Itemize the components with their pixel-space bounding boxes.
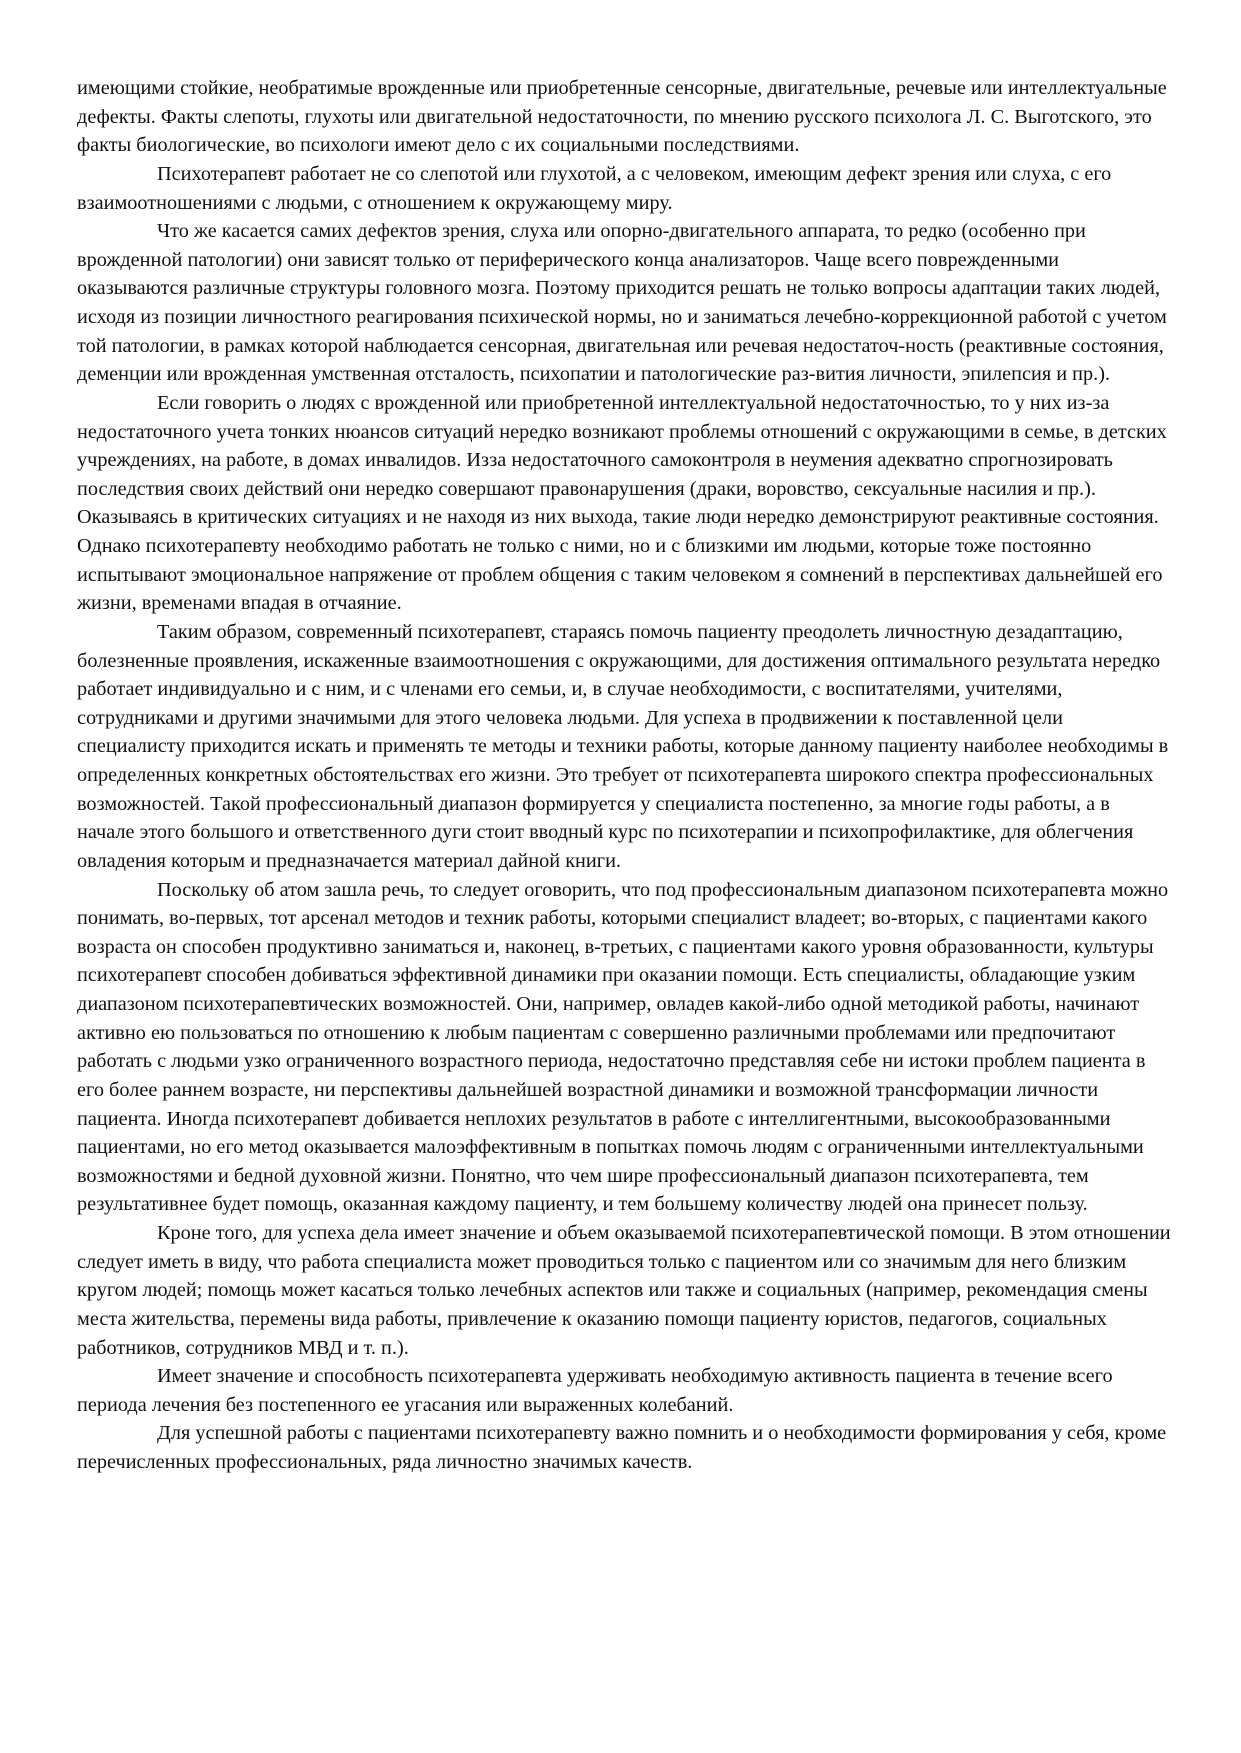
document-page — [77, 74, 1172, 1477]
paragraph-2: Психотерапевт работает не со слепотой или глухотой, а с человеком, имеющим дефект зрения или слуха, с его взаимоотношениями с людьми, с отношением к окружающему миру. — [77, 162, 1112, 214]
paragraph-9: Для успешной работы с пациентами психотерапевту важно помнить и о необходимости формирования у себя, кроме перечисленных профессиональных, ряда личностно значимых качеств. — [77, 1422, 1167, 1473]
paragraph-6: Поскольку об атом зашла речь, то следует оговорить, что под профессиональным диапазоном психотерапевта можно понимать, во-первых, тот арсенал методов и техник работы, которыми специалист владеет; во-вторых, с пациентами какого возраста он способен продуктивно заниматься и, наконец, в-третьих, с пациентами какого уровня образованности, культуры психотерапевт способен добиваться эффективной динамики при оказании помощи. Есть специалисты, обладающие узким диапазоном психотерапевтических возможностей. Они, например, овладев какой-либо одной методикой работы, начинают активно ею пользоваться по отношению к любым пациентам с совершенно различными проблемами или предпочитают работать с людьми узко ограниченного возрастного периода, недостаточно представляя себе ни истоки проблем пациента в его более раннем возрасте, ни перспективы дальнейшей возрастной динамики и возможной трансформации личности пациента. Иногда психотерапевт добивается неплохих результатов в работе с интеллигентными, высокообразованными пациентами, но его метод оказывается малоэффективным в попытках помочь людям с ограниченными интеллектуальными возможностями и бедной духовной жизни. Понятно, что чем шире профессиональный диапазон психотерапевта, тем результативнее будет помощь, оказанная каждому пациенту, и тем большему количеству людей она принесет пользу. — [77, 878, 1169, 1216]
paragraph-5: Таким образом, современный психотерапевт, стараясь помочь пациенту преодолеть личностную дезадаптацию, болезненные проявления, искаженные взаимоотношения с окружающими, для достижения оптимального результата нередко работает индивидуально и с ним, и с членами его семьи, и, в случае необходимости, с воспитателями, учителями, сотрудниками и другими значимыми для этого человека людьми. Для успеха в продвижении к поставленной цели специалисту приходится искать и применять те методы и техники работы, которые данному пациенту наиболее необходимы в определенных конкретных обстоятельствах его жизни. Это требует от психотерапевта широкого спектра профессиональных возможностей. Такой профессиональный диапазон формируется у специалиста постепенно, за многие годы работы, а в начале этого большого и ответственного дуги стоит вводный курс по психотерапии и психопрофилактике, для облегчения овладения которым и предназначается материал дайной книги. — [77, 620, 1169, 872]
paragraph-1: имеющими стойкие, необратимые врожденные или приобретенные сенсорные, двигательные, речевые или интеллектуальные дефекты. Факты слепоты, глухоты или двигательной недостаточности, по мнению русского психолога Л. С. Выготского, это факты биологические, во психологи имеют дело с их социальными последствиями. — [77, 77, 1167, 157]
paragraph-3: Что же касается самих дефектов зрения, слуха или опорно-двигательного аппарата, то редко (особенно при врожденной патологии) они зависят только от периферического конца анализаторов. Чаще всего поврежденными оказываются различные структуры головного мозга. Поэтому приходится решать не только вопросы адаптации таких людей, исходя из позиции личностного реагирования психической нормы, но и заниматься лечебно-коррекционной работой с учетом той патологии, в рамках которой наблюдается сенсорная, двигательная или речевая недостаточ-ность (реактивные состояния, деменции или врожденная умственная отсталость, психопатии и патологические раз-вития личности, эпилепсия и пр.). — [77, 220, 1167, 386]
paragraph-4: Если говорить о людях с врожденной или приобретенной интеллектуальной недостаточностью, то у них из-за недостаточного учета тонких нюансов ситуаций нередко возникают проблемы отношений с окружающими в семье, в детских учреждениях, на работе, в домах инвалидов. Изза недостаточного самоконтроля в неумения адекватно спрогнозировать последствия своих действий они нередко совершают правонарушения (драки, воровство, сексуальные насилия и пр.). Оказываясь в критических ситуациях и не находя из них выхода, такие люди нередко демонстрируют реактивные состояния. Однако психотерапевту необходимо работать не только с ними, но и с близкими им людьми, которые тоже постоянно испытывают эмоциональное напряжение от проблем общения с таким человеком я сомнений в перспективах дальнейшей его жизни, временами впадая в отчаяние. — [77, 391, 1167, 615]
paragraph-7: Кроне того, для успеха дела имеет значение и объем оказываемой психотерапевтической помощи. В этом отношении следует иметь в виду, что работа специалиста может проводиться только с пациентом или со значимым для него близким кругом людей; помощь может касаться только лечебных аспектов или также и социальных (например, рекомендация смены места жительства, перемены вида работы, привлечение к оказанию помощи пациенту юристов, педагогов, социальных работников, сотрудников МВД и т. п.). — [77, 1222, 1171, 1359]
paragraph-8: Имеет значение и способность психотерапевта удерживать необходимую активность пациента в течение всего периода лечения без постепенного ее угасания или выраженных колебаний. — [77, 1365, 1113, 1416]
